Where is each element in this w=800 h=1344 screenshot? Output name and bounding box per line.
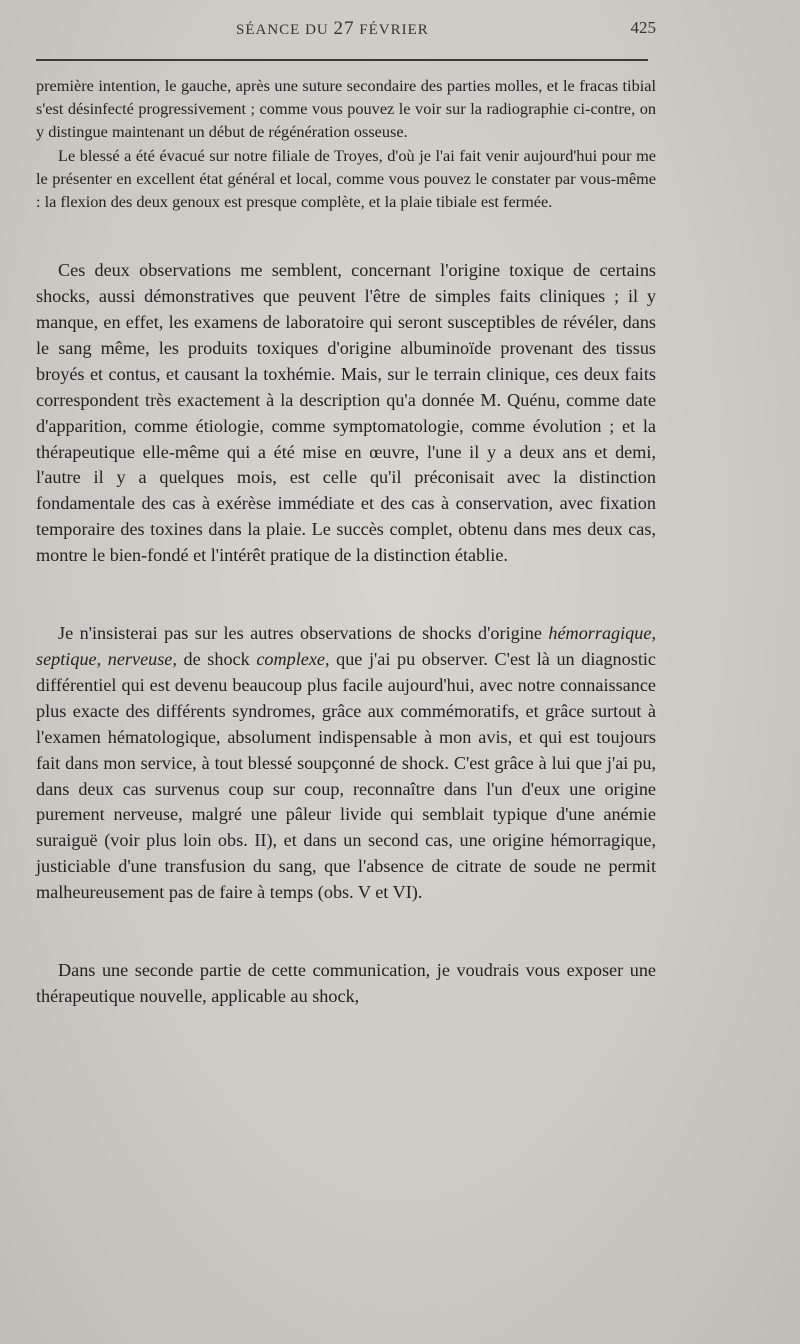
- paragraph-2: Le blessé a été évacué sur notre filiale de Troyes, d'où je l'ai fait venir aujourd'hui pour me le présenter en excellent état général et local, comme vous pouvez le constater par vous-même : la flexion des deux genoux est presque complète, et la plaie tibiale est fermée.: [36, 145, 656, 212]
- running-head-before: SÉANCE DU: [236, 22, 334, 38]
- running-head-after: FÉVRIER: [354, 22, 429, 38]
- paragraph-4-part-1: Je n'insisterai pas sur les autres observations de shocks d'origine: [58, 623, 549, 644]
- header-rule: [36, 59, 648, 61]
- paragraph-4-italic-1: hémorragique, septique, nerveuse,: [36, 623, 656, 669]
- paragraph-5: Dans une seconde partie de cette communication, je voudrais vous exposer une thérapeutique nouvelle, applicable au shock,: [36, 960, 656, 1006]
- running-head-day: 27: [333, 18, 355, 39]
- paragraph-1: première intention, le gauche, après une suture secondaire des parties molles, et le fracas tibial s'est désinfecté progressivement ; comme vous pouvez le voir sur la radiographie ci-contre, on y distingue maintenant un début de régénération osseuse.: [36, 76, 656, 142]
- paragraph-4-part-3: que j'ai pu observer. C'est là un diagnostic différentiel qui est devenu beaucoup plus facile aujourd'hui, avec notre connaissance plus exacte des différents syndromes, grâce aux commémoratifs, et grâce surtout à l'examen hématologique, absolument indispensable à mon avis, et qui est toujours fait dans mon service, à tout blessé soupçonné de shock. C'est grâce à lui que j'ai pu, dans deux cas survenus coup sur coup, reconnaître dans l'un d'eux une origine purement nerveuse, malgré une pâleur livide qui semblait typique d'une anémie suraiguë (voir plus loin obs. II), et dans un second cas, une origine hémorragique, justiciable d'une transfusion du sang, que l'absence de citrate de soude ne permit malheureusement pas de faire à temps (obs. V et VI).: [36, 649, 656, 903]
- body-text: [36, 74, 656, 1010]
- paragraph-4: [36, 621, 656, 906]
- large-print-block: [36, 258, 656, 1010]
- page-number: 425: [630, 18, 656, 37]
- paragraph-4-part-2: de shock: [176, 649, 257, 669]
- small-print-block: [36, 74, 656, 213]
- paragraph-4-italic-2: complexe,: [256, 649, 330, 669]
- paragraph-3: Ces deux observations me semblent, concernant l'origine toxique de certains shocks, aussi démonstratives que peuvent l'être de simples faits cliniques ; il y manque, en effet, les examens de laboratoire qui seront susceptibles de révéler, dans le sang même, les produits toxiques d'origine albuminoïde provenant des tissus broyés et contus, et causant la toxhémie. Mais, sur le terrain clinique, ces deux faits correspondent très exactement à la description qu'a donnée M. Quénu, comme date d'apparition, comme étiologie, comme symptomatologie, comme évolution ; et la thérapeutique elle-même qui a été mise en œuvre, l'une il y a deux ans et demi, l'autre il y a quelques mois, est celle qu'il préconisait avec la distinction fondamentale des cas à exérèse immédiate et des cas à conservation, avec fixation temporaire des toxines dans la plaie. Le succès complet, obtenu dans mes deux cas, montre le bien-fondé et l'intérêt pratique de la distinction établie.: [36, 260, 656, 566]
- running-head: [236, 18, 429, 40]
- page-header: [36, 18, 656, 48]
